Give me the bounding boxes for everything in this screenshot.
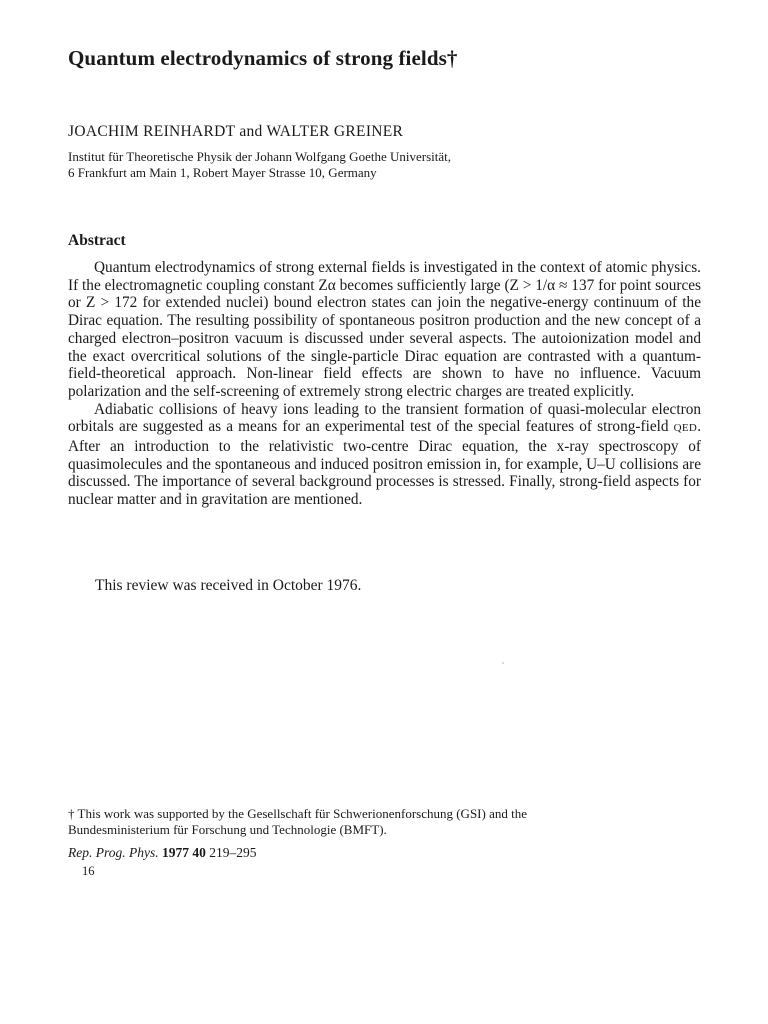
citation-journal: Rep. Prog. Phys. (68, 845, 159, 860)
citation-pages: 219–295 (209, 845, 257, 860)
abstract-body (68, 259, 701, 509)
abstract-paragraph-2 (68, 401, 701, 509)
title-footnote-mark: † (446, 46, 458, 70)
affiliation (68, 149, 708, 181)
citation-year-volume: 1977 40 (161, 845, 206, 860)
abstract-heading: Abstract (68, 232, 126, 249)
page-number: 16 (82, 864, 95, 878)
journal-citation (68, 845, 256, 861)
footnote (68, 806, 702, 838)
abstract-qed-acronym: QED (673, 422, 698, 435)
author-list (68, 123, 403, 141)
affiliation-line-2: 6 Frankfurt am Main 1, Robert Mayer Strasse 10, Germany (68, 165, 377, 180)
abstract-paragraph-1 (68, 259, 701, 401)
abstract-p1-text: Quantum electrodynamics of strong external fields is investigated in the context of atomic physics. If the electromagnetic coupling constant Zα becomes sufficiently large (Z > 1/α ≈ 137 for point sources or Z > 172 for extended nuclei) bound electron states can join the negative-energy continuum of the Dirac equation. The resulting possibility of spontaneous positron production and the new concept of a charged electron–positron vacuum is discussed under several aspects. The autoionization model and the exact overcritical solutions of the single-particle Dirac equation are contrasted with a quantum-field-theoretical approach. Non-linear field effects are shown to have no influence. Vacuum polarization and the self-screening of extremely strong electric charges are treated explicitly. (68, 259, 701, 400)
footnote-line-1: † This work was supported by the Gesellschaft für Schwerionenforschung (GSI) and the (68, 806, 527, 821)
received-note: This review was received in October 1976. (95, 577, 362, 594)
author-2: WALTER GREINER (266, 123, 404, 140)
footnote-line-2: Bundesministerium für Forschung und Technologie (BMFT). (68, 822, 387, 837)
abstract-p2-text-b: . After an introduction to the relativistic two-centre Dirac equation, the x-ray spectroscopy of quasimolecules and the spontaneous and induced positron emission in, for example, U–U collisions are discussed. The importance of several background processes is stressed. Finally, strong-field aspects for nuclear matter and in gravitation are mentioned. (68, 418, 702, 509)
author-1: JOACHIM REINHARDT (68, 123, 236, 140)
abstract-p2-text-a: Adiabatic collisions of heavy ions leading to the transient formation of quasi-molecular electron orbitals are suggested as a means for an experimental test of the special features of strong-field (68, 400, 701, 436)
scan-speck (502, 662, 504, 664)
title-text: Quantum electrodynamics of strong fields (68, 46, 447, 70)
author-conjunction: and (239, 123, 263, 140)
affiliation-line-1: Institut für Theoretische Physik der Johann Wolfgang Goethe Universität, (68, 149, 451, 164)
paper-title (68, 46, 458, 71)
